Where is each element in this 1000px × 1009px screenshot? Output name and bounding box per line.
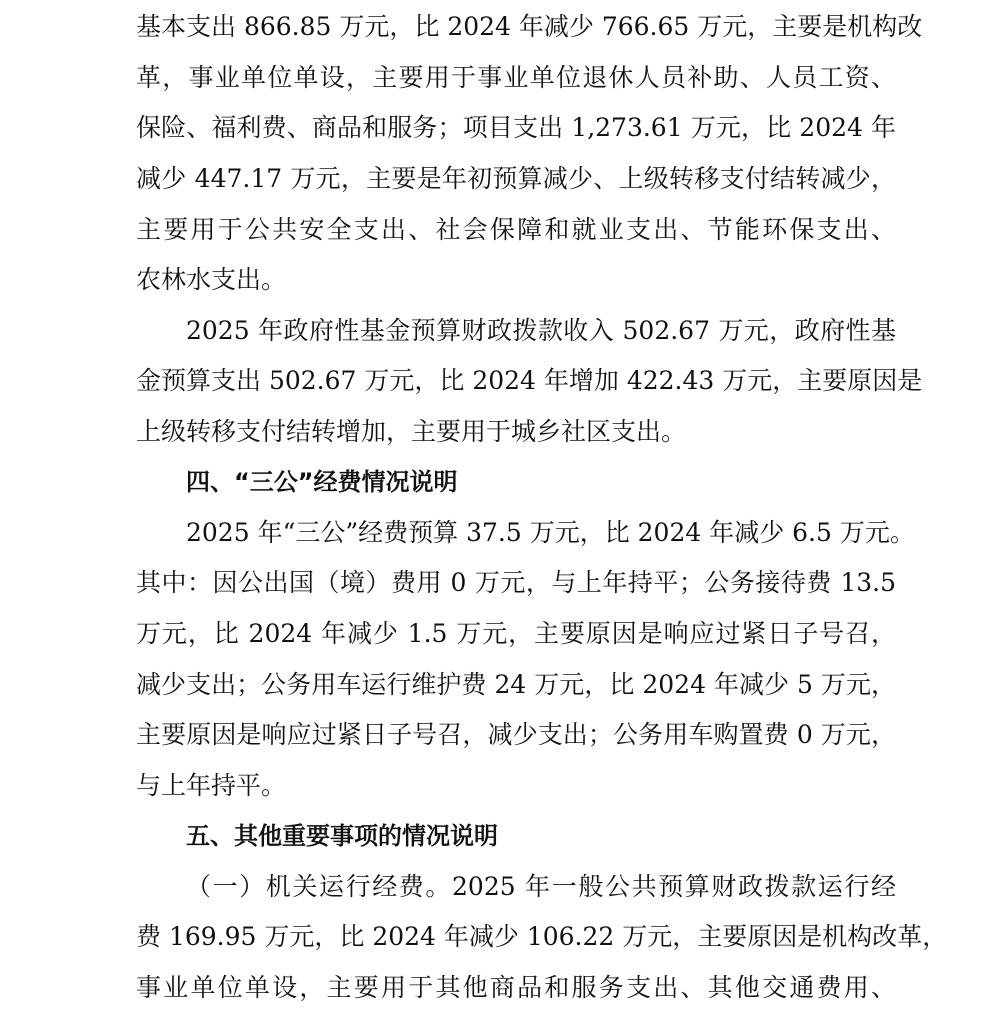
text-line: 2025 年“三公”经费预算 37.5 万元，比 2024 年减少 6.5 万元。 <box>186 518 915 547</box>
text-line: 农林水支出。 <box>136 265 287 294</box>
section-heading-other-matters: 五、其他重要事项的情况说明 <box>186 822 498 850</box>
text-line: 与上年持平。 <box>136 771 287 800</box>
text-line: 基本支出 866.85 万元，比 2024 年减少 766.65 万元，主要是机构改 <box>136 12 923 41</box>
text-line: 革，事业单位单设，主要用于事业单位退休人员补助、人员工资、 <box>136 63 896 92</box>
section-heading-three-public: 四、“三公”经费情况说明 <box>186 468 458 496</box>
text-line: 万元，比 2024 年减少 1.5 万元，主要原因是响应过紧日子号召， <box>136 619 896 648</box>
text-line: 主要原因是响应过紧日子号召，减少支出；公务用车购置费 0 万元， <box>136 720 896 749</box>
text-line: 上级转移支付结转增加，主要用于城乡社区支出。 <box>136 417 687 446</box>
text-line: 事业单位单设，主要用于其他商品和服务支出、其他交通费用、 <box>136 973 896 1002</box>
text-line: 减少支出；公务用车运行维护费 24 万元，比 2024 年减少 5 万元， <box>136 670 896 699</box>
text-line: 费 169.95 万元，比 2024 年减少 106.22 万元，主要原因是机构改革， <box>136 922 948 951</box>
text-line: 金预算支出 502.67 万元，比 2024 年增加 422.43 万元，主要原因是 <box>136 366 923 395</box>
text-line: 减少 447.17 万元，主要是年初预算减少、上级转移支付结转减少， <box>136 164 896 193</box>
text-line: 保险、福利费、商品和服务；项目支出 1,273.61 万元，比 2024 年 <box>136 113 896 142</box>
text-line: 主要用于公共安全支出、社会保障和就业支出、节能环保支出、 <box>136 215 896 244</box>
text-line: 2025 年政府性基金预算财政拨款收入 502.67 万元，政府性基 <box>186 316 896 345</box>
text-line: 其中：因公出国（境）费用 0 万元，与上年持平；公务接待费 13.5 <box>136 568 896 597</box>
text-line: （一）机关运行经费。2025 年一般公共预算财政拨款运行经 <box>186 872 896 901</box>
